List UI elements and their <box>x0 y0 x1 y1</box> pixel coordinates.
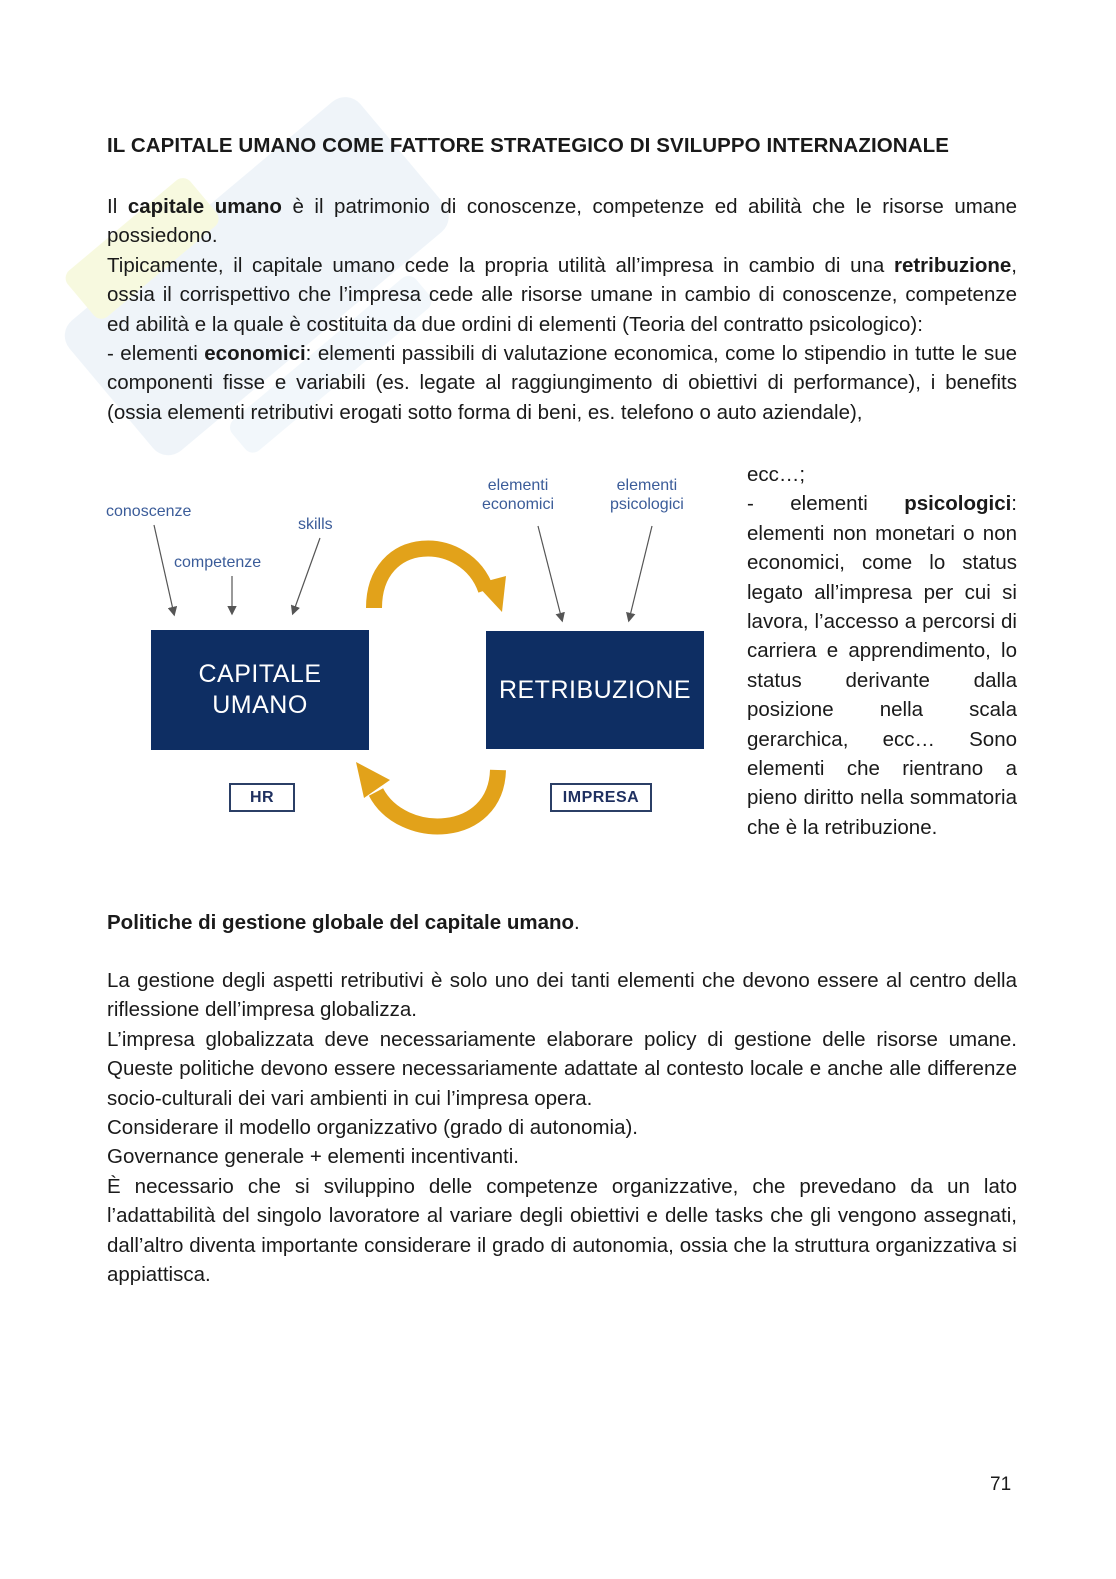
section-heading: Politiche di gestione globale del capitale umano. <box>107 911 580 934</box>
box-retribuzione: RETRIBUZIONE <box>486 631 704 749</box>
label-elementi-psicologici: elementi psicologici <box>610 477 684 513</box>
paragraph: La gestione degli aspetti retributivi è solo uno dei tanti elementi che devono essere al centro della riflessione dell’impresa globalizza. <box>107 969 1017 1022</box>
side-column-text <box>747 460 1017 842</box>
tag-impresa: IMPRESA <box>550 783 652 812</box>
label-skills: skills <box>298 516 333 533</box>
paragraph-definition: Il capitale umano è il patrimonio di conoscenze, competenze ed abilità che le risorse umane possiedono. <box>107 195 1017 248</box>
paragraph: È necessario che si sviluppino delle competenze organizzative, che prevedano da un lato l’adattabilità del singolo lavoratore al variare degli obiettivi e delle tasks che gli vengono assegnati, dall’altro diventa importante considerare il grado di autonomia, ossia che la struttura organizzativa si appiattisca. <box>107 1174 1017 1287</box>
box-capitale-umano: CAPITALE UMANO <box>151 630 369 750</box>
side-ecc: ecc…; <box>747 463 806 486</box>
label-competenze: competenze <box>174 554 262 571</box>
label-elementi-economici: elementi economici <box>482 477 555 513</box>
paragraph-economic-elements: - elementi economici: elementi passibili di valutazione economica, come lo stipendio in tutte le sue componenti fisse e variabili (es. legate al raggiungimento di obiettivi di performance), i benefits (ossia elementi retributivi erogati sotto forma di beni, es. telefono o auto aziendale), <box>107 342 1017 424</box>
global-policies-section <box>107 966 1017 1289</box>
paragraph: L’impresa globalizzata deve necessariamente elaborare policy di gestione delle risorse umane. Queste politiche devono essere necessariamente adattate al contesto locale e anche alle differenze socio-culturali dei vari ambienti in cui l’impresa opera. <box>107 1027 1017 1110</box>
paragraph-retribution: Tipicamente, il capitale umano cede la propria utilità all’impresa in cambio di una retribuzione, ossia il corrispettivo che l’impresa cede alle risorse umane in cambio di conoscenze, competenze ed abilità e la quale è costituita da due ordini di elementi (Teoria del contratto psicologico): <box>107 253 1017 336</box>
paragraph: Considerare il modello organizzativo (grado di autonomia). <box>107 1116 638 1140</box>
paragraph: Governance generale + elementi incentivanti. <box>107 1145 519 1169</box>
capital-retribution-diagram <box>106 477 726 860</box>
paragraph-psychological-elements: - elementi psicologici: elementi non monetari o non economici, come lo status legato all’impresa per cui si lavora, l’accesso a percorsi di carriera e apprendimento, lo status derivante dalla posizione nella scala gerarchica, ecc… Sono elementi che rientrano a pieno diritto nella sommatoria che è la retribuzione. <box>747 492 1017 839</box>
tag-hr: HR <box>229 783 295 812</box>
page-number: 71 <box>990 1474 1012 1495</box>
label-conoscenze: conoscenze <box>106 503 192 520</box>
page-title: IL CAPITALE UMANO COME FATTORE STRATEGICO DI SVILUPPO INTERNAZIONALE <box>107 134 950 157</box>
intro-section <box>107 192 1017 427</box>
